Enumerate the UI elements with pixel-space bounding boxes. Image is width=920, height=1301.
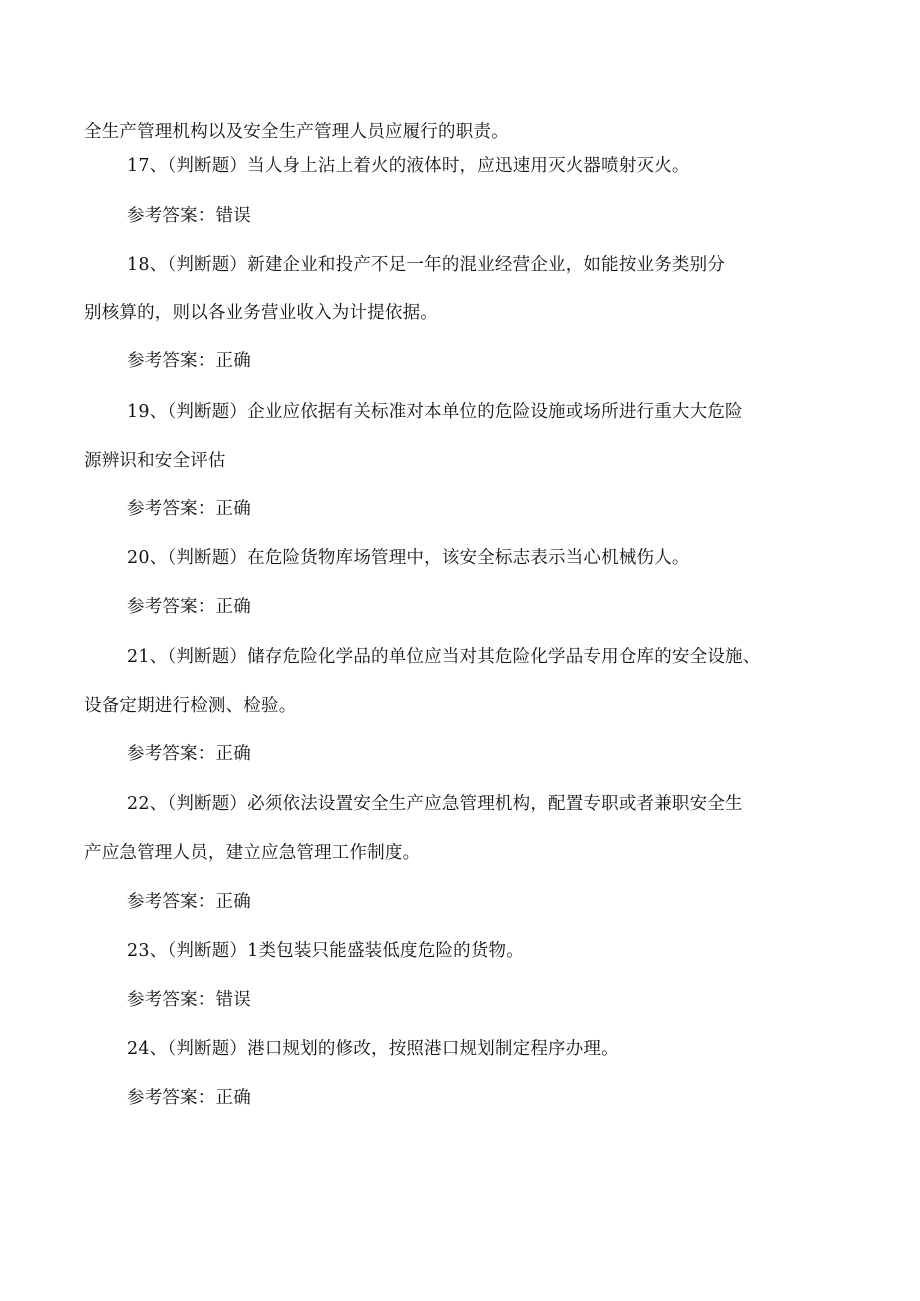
question-22: 22、（判断题）必须依法设置安全生产应急管理机构，配置专职或者兼职安全生 — [127, 794, 743, 814]
question-19-continuation: 源辨识和安全评估 — [84, 451, 226, 471]
question-17: 17、（判断题）当人身上沾上着火的液体时，应迅速用灭火器喷射灭火。 — [127, 156, 690, 176]
question-19: 19、（判断题）企业应依据有关标准对本单位的危险设施或场所进行重大大危险 — [127, 402, 743, 422]
answer-22: 参考答案：正确 — [127, 892, 251, 912]
answer-20: 参考答案：正确 — [127, 597, 251, 617]
answer-23: 参考答案：错误 — [127, 990, 251, 1010]
question-22-continuation: 产应急管理人员，建立应急管理工作制度。 — [84, 843, 421, 863]
question-18-continuation: 别核算的，则以各业务营业收入为计提依据。 — [84, 303, 438, 323]
question-21-continuation: 设备定期进行检测、检验。 — [84, 696, 297, 716]
question-21: 21、（判断题）储存危险化学品的单位应当对其危险化学品专用仓库的安全设施、 — [127, 647, 761, 667]
continuation-line: 全生产管理机构以及安全生产管理人员应履行的职责。 — [84, 122, 509, 142]
question-23: 23、（判断题）1类包装只能盛装低度危险的货物。 — [127, 941, 524, 961]
answer-21: 参考答案：正确 — [127, 744, 251, 764]
answer-19: 参考答案：正确 — [127, 499, 251, 519]
answer-17: 参考答案：错误 — [127, 206, 251, 226]
question-20: 20、（判断题）在危险货物库场管理中，该安全标志表示当心机械伤人。 — [127, 548, 690, 568]
question-24: 24、（判断题）港口规划的修改，按照港口规划制定程序办理。 — [127, 1039, 619, 1059]
answer-18: 参考答案：正确 — [127, 351, 251, 371]
answer-24: 参考答案：正确 — [127, 1088, 251, 1108]
question-18: 18、（判断题）新建企业和投产不足一年的混业经营企业，如能按业务类别分 — [127, 255, 726, 275]
